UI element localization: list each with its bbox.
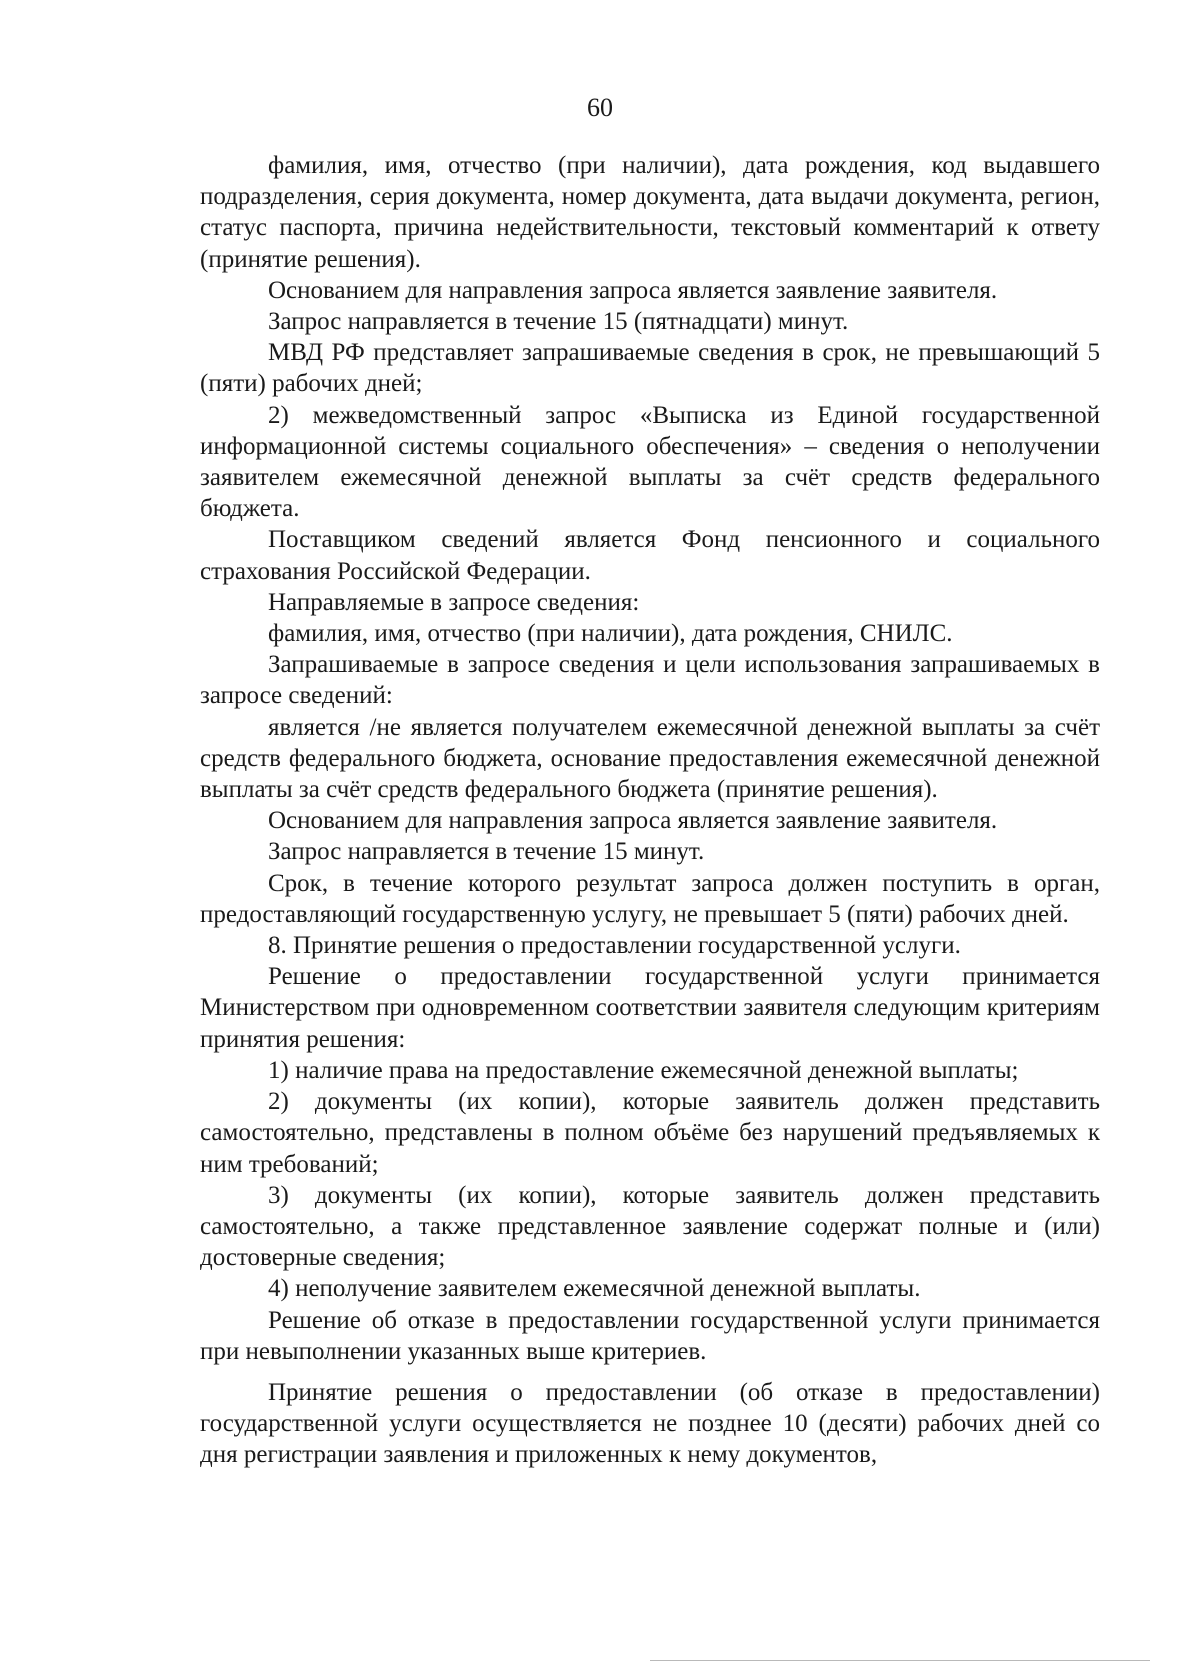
document-body <box>200 150 1100 1471</box>
paragraph-14: 8. Принятие решения о предоставлении государственной услуги. <box>268 932 961 960</box>
paragraph-11: Основанием для направления запроса является заявление заявителя. <box>268 807 998 835</box>
page-number: 60 <box>587 93 613 122</box>
paragraph-4: МВД РФ представляет запрашиваемые сведения в срок, не превышающий 5 (пяти) рабочих дней; <box>200 339 1100 398</box>
bottom-rule <box>650 1660 1150 1661</box>
paragraph-17: 2) документы (их копии), которые заявитель должен представить самостоятельно, представлены в полном объёме без нарушений предъявляемых к ним требований; <box>200 1088 1100 1178</box>
paragraph-1: фамилия, имя, отчество (при наличии), дата рождения, код выдавшего подразделения, серия документа, номер документа, дата выдачи документа, регион, статус паспорта, причина недействительности, текстовый комментарий к ответу (принятие решения). <box>200 152 1100 273</box>
paragraph-8: фамилия, имя, отчество (при наличии), дата рождения, СНИЛС. <box>268 620 953 648</box>
paragraph-3: Запрос направляется в течение 15 (пятнадцати) минут. <box>268 308 849 336</box>
paragraph-9: Запрашиваемые в запросе сведения и цели использования запрашиваемых в запросе сведений: <box>200 651 1100 710</box>
paragraph-19: 4) неполучение заявителем ежемесячной денежной выплаты. <box>268 1275 921 1303</box>
paragraph-6: Поставщиком сведений является Фонд пенсионного и социального страхования Российской Федерации. <box>200 526 1100 585</box>
paragraph-10: является /не является получателем ежемесячной денежной выплаты за счёт средств федерального бюджета, основание предоставления ежемесячной денежной выплаты за счёт средств федерального бюджета (принятие решения). <box>200 713 1100 804</box>
paragraph-12: Запрос направляется в течение 15 минут. <box>268 838 705 866</box>
paragraph-5: 2) межведомственный запрос «Выписка из Единой государственной информационной системы социального обеспечения» – сведения о неполучении заявителем ежемесячной денежной выплаты за счёт средств федерального бюджета. <box>200 401 1100 523</box>
paragraph-2: Основанием для направления запроса является заявление заявителя. <box>268 276 998 304</box>
paragraph-13: Срок, в течение которого результат запроса должен поступить в орган, предоставляющий государственную услугу, не превышает 5 (пяти) рабочих дней. <box>200 869 1100 928</box>
paragraph-15: Решение о предоставлении государственной услуги принимается Министерством при одновременном соответствии заявителя следующим критериям принятия решения: <box>200 963 1100 1053</box>
paragraph-16: 1) наличие права на предоставление ежемесячной денежной выплаты; <box>268 1056 1019 1084</box>
paragraph-7: Направляемые в запросе сведения: <box>268 588 640 616</box>
paragraph-20: Решение об отказе в предоставлении государственной услуги принимается при невыполнении указанных выше критериев. <box>200 1306 1100 1365</box>
paragraph-18: 3) документы (их копии), которые заявитель должен представить самостоятельно, а также представленное заявление содержат полные и (или) достоверные сведения; <box>200 1181 1100 1272</box>
paragraph-21: Принятие решения о предоставлении (об отказе в предоставлении) государственной услуги осуществляется не позднее 10 (десяти) рабочих дней со дня регистрации заявления и приложенных к нему документов, <box>200 1378 1100 1469</box>
